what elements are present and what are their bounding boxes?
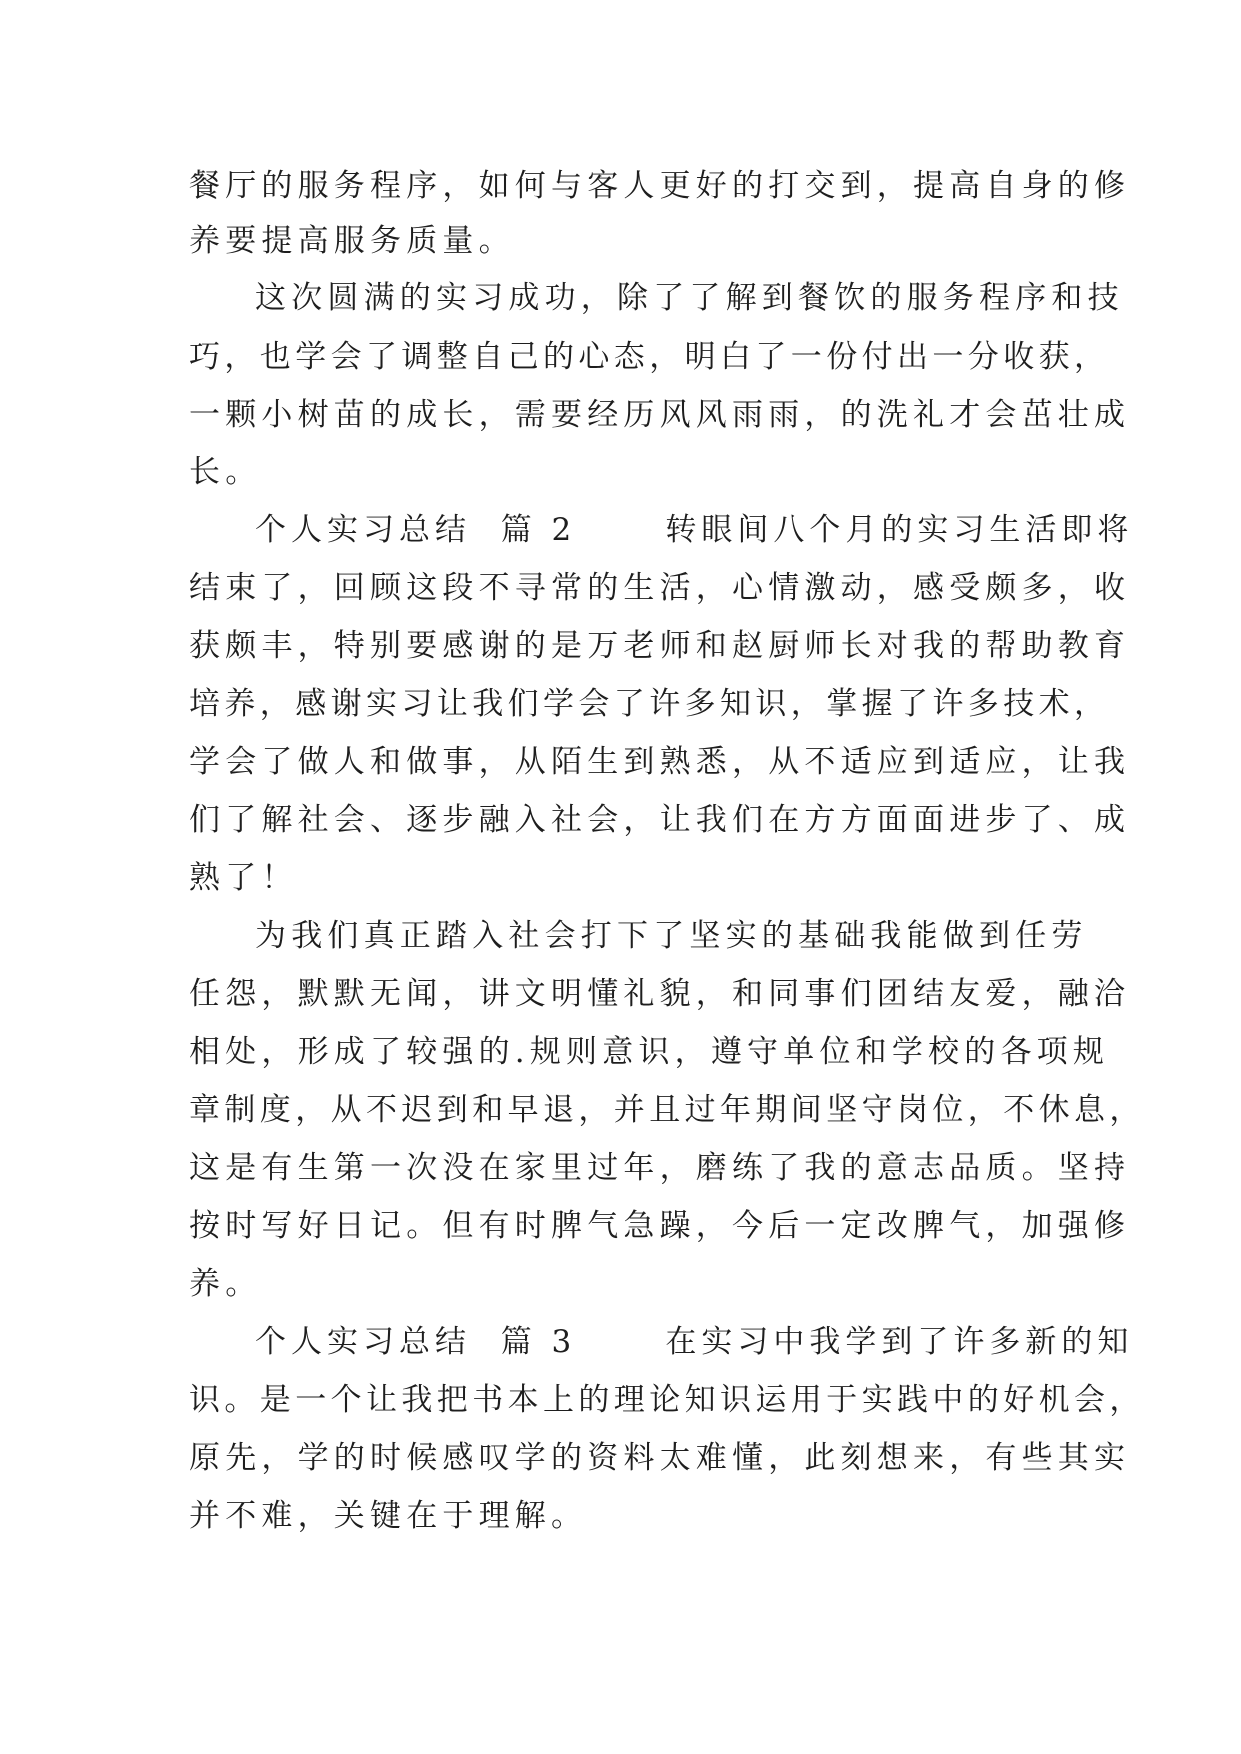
paragraph-start-line: 这次圆满的实习成功，除了了解到餐饮的服务程序和技: [255, 280, 1124, 316]
section-heading-line: 个人实习总结 篇 3 在实习中我学到了许多新的知: [255, 1324, 1134, 1360]
text-line: 培养，感谢实习让我们学会了许多知识，掌握了许多技术，: [189, 686, 1110, 722]
text-line: 识。是一个让我把书本上的理论知识运用于实践中的好机会，: [189, 1382, 1145, 1418]
text-line: 们了解社会、逐步融入社会，让我们在方方面面进步了、成: [189, 802, 1131, 838]
text-line: 养。: [189, 1266, 262, 1302]
text-line: 巧，也学会了调整自己的心态，明白了一份付出一分收获，: [189, 339, 1110, 375]
text-line: 一颗小树苗的成长，需要经历风风雨雨，的洗礼才会茁壮成: [189, 397, 1131, 433]
text-line: 获颇丰，特别要感谢的是万老师和赵厨师长对我的帮助教育: [189, 628, 1131, 664]
paragraph-start-line: 为我们真正踏入社会打下了坚实的基础我能做到任劳: [255, 918, 1088, 954]
text-line: 相处，形成了较强的.规则意识，遵守单位和学校的各项规: [189, 1034, 1110, 1070]
text-line: 任怨，默默无闻，讲文明懂礼貌，和同事们团结友爱，融洽: [189, 976, 1131, 1012]
text-line: 原先，学的时候感叹学的资料太难懂，此刻想来，有些其实: [189, 1440, 1131, 1476]
text-line: 养要提高服务质量。: [189, 223, 515, 259]
text-line: 按时写好日记。但有时脾气急躁，今后一定改脾气，加强修: [189, 1208, 1131, 1244]
text-line: 餐厅的服务程序，如何与客人更好的打交到，提高自身的修: [189, 168, 1131, 204]
text-line: 结束了，回顾这段不寻常的生活，心情激动，感受颇多，收: [189, 570, 1131, 606]
text-line: 学会了做人和做事，从陌生到熟悉，从不适应到适应，让我: [189, 744, 1131, 780]
text-line: 这是有生第一次没在家里过年，磨练了我的意志品质。坚持: [189, 1150, 1131, 1186]
text-line: 熟了！: [189, 860, 298, 896]
text-line: 并不难，关键在于理解。: [189, 1498, 588, 1534]
text-line: 长。: [189, 454, 262, 490]
text-line: 章制度，从不迟到和早退，并且过年期间坚守岗位，不休息，: [189, 1092, 1145, 1128]
section-heading-line: 个人实习总结 篇 2 转眼间八个月的实习生活即将: [255, 512, 1134, 548]
